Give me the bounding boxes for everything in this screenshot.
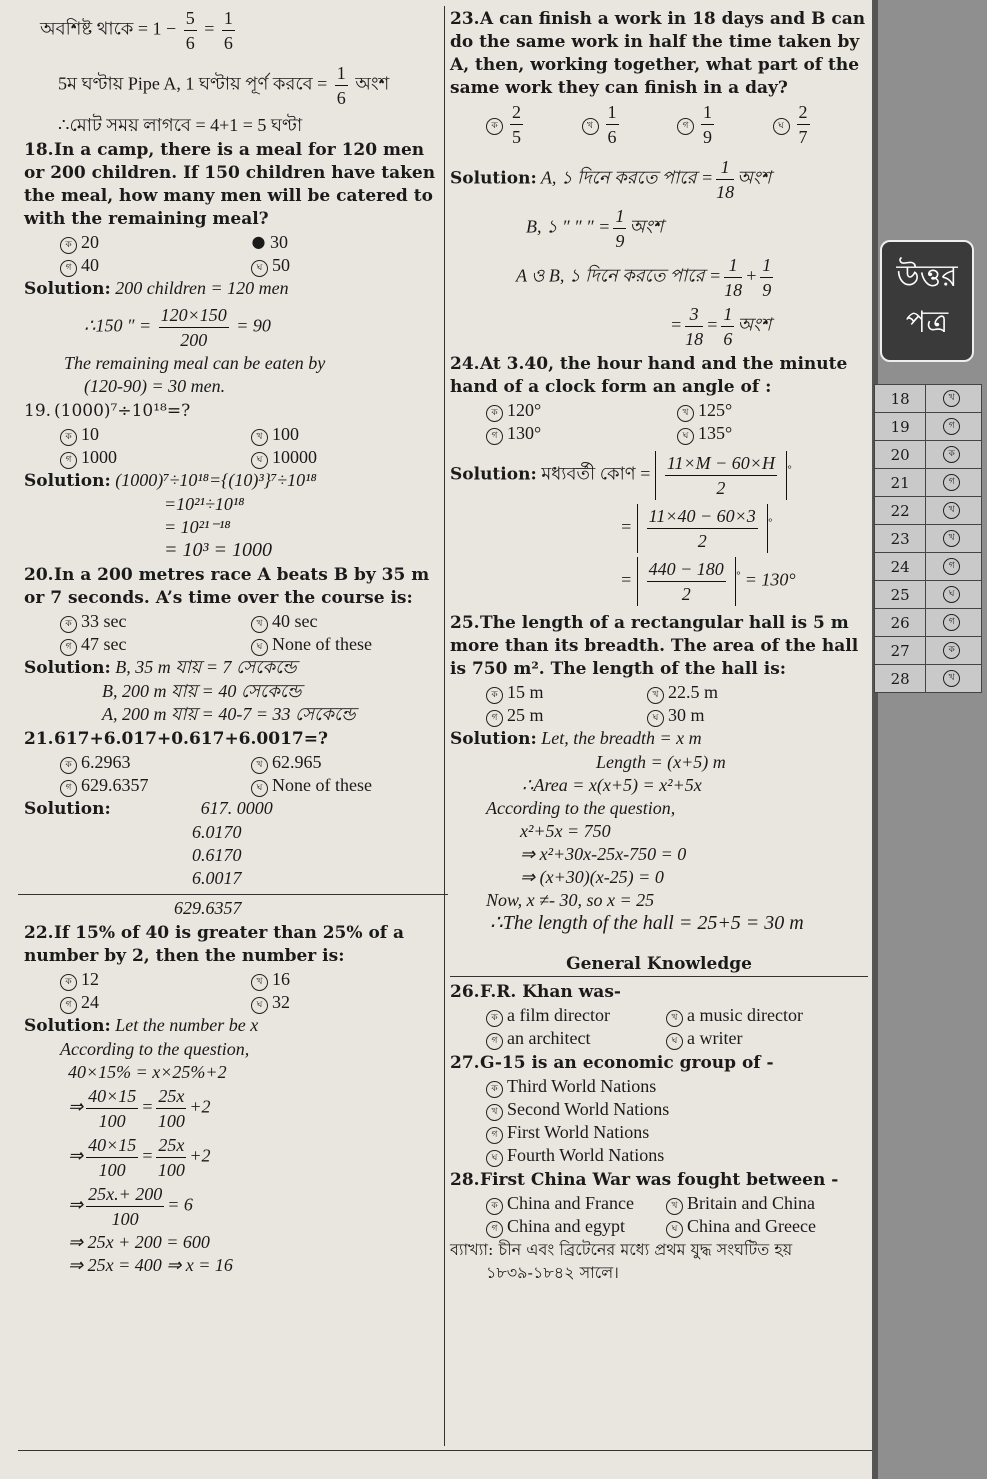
option: ক China and France	[486, 1192, 666, 1215]
answer-row	[875, 525, 982, 553]
question-26: 26.F.R. Khan was-	[450, 982, 621, 1002]
answer-mark: গ	[943, 614, 960, 631]
bottom-rule	[18, 1450, 873, 1451]
option: গ 40	[60, 254, 251, 277]
option: ঘ $\frac{2}{7}$	[773, 100, 869, 149]
answer-option	[926, 469, 982, 497]
answer-mark: ঘ	[943, 586, 960, 603]
option: ক 120°	[486, 399, 677, 422]
answer-question-number: 20	[875, 441, 926, 469]
option: ক 20	[60, 231, 251, 254]
option: খ Second World Nations	[486, 1098, 868, 1121]
option: খ 125°	[677, 399, 868, 422]
question-23-options	[450, 100, 868, 149]
question-21-options	[24, 751, 442, 797]
solution-22: Solution: Let the number be x According to the question, 40×15% = x×25%+2 ⇒ $\frac{40\times 15}{100}$ = $\frac{25x}{100}$ +2 ⇒ $\frac{40\times 15}{100}$ = $\frac{25x}{100}$ +2 ⇒ $\frac{25x.+ 200}{100}$ = 6 ⇒ 25x + 200 = 600 ⇒ 25x = 400 ⇒ x = 16	[24, 1015, 259, 1275]
answer-option	[926, 553, 982, 581]
answer-option	[926, 441, 982, 469]
option: ঘ 32	[251, 991, 442, 1014]
answer-question-number: 26	[875, 609, 926, 637]
question-22: 22.If 15% of 40 is greater than 25% of a number by 2, then the number is:	[24, 923, 405, 966]
question-19-options	[24, 423, 442, 469]
option: খ $\frac{1}{6}$	[582, 100, 678, 149]
option: ক 33 sec	[60, 610, 251, 633]
answer-mark: ক	[943, 642, 960, 659]
option: ক 12	[60, 968, 251, 991]
answer-question-number: 22	[875, 497, 926, 525]
answer-row	[875, 469, 982, 497]
answer-sidebar	[872, 0, 987, 1479]
answer-key-table	[874, 384, 982, 693]
intro-line-2: 5ম ঘণ্টায় Pipe A, 1 ঘণ্টায় পূর্ণ করবে = $\frac{1}{6}$ অংশ	[58, 63, 390, 108]
answer-mark: গ	[943, 474, 960, 491]
option: ঘ 135°	[677, 422, 868, 445]
question-27: 27.G-15 is an economic group of -	[450, 1053, 774, 1073]
question-25: 25.The length of a rectangular hall is 5 m more than its breadth. The area of the hall is 750 m². The length of the hall is:	[450, 613, 859, 679]
answer-option	[926, 581, 982, 609]
intro-line-1: অবশিষ্ট থাকে = 1 − $\frac{5}{6}$ = $\frac{1}{6}$	[40, 8, 233, 53]
question-24: 24.At 3.40, the hour hand and the minute hand of a clock form an angle of :	[450, 354, 848, 397]
answer-row	[875, 553, 982, 581]
answer-mark: গ	[943, 418, 960, 435]
question-21: 21.617+6.017+0.617+6.0017=?	[24, 729, 328, 749]
solution-19: Solution: (1000)⁷÷10¹⁸={(10)³}⁷÷10¹⁸ =10²¹÷10¹⁸ = 10²¹⁻¹⁸ = 10³ = 1000	[24, 470, 317, 561]
question-28-options	[450, 1192, 868, 1238]
intro-line-3: ∴মোট সময় লাগবে = 4+1 = 5 ঘণ্টা	[58, 115, 303, 135]
answer-row	[875, 665, 982, 693]
question-24-options	[450, 399, 868, 445]
answer-row	[875, 441, 982, 469]
answer-mark: খ	[943, 670, 960, 687]
question-23: 23.A can finish a work in 18 days and B can do the same work in half the time taken by A, then, working together, what part of the same work they can finish in a day?	[450, 9, 866, 98]
answer-question-number: 25	[875, 581, 926, 609]
option: গ 25 m	[486, 704, 647, 727]
option: গ 629.6357	[60, 774, 251, 797]
question-18: 18.In a camp, there is a meal for 120 men or 200 children. If 150 children have taken the meal, how many men will be catered to with the remaining meal?	[24, 140, 436, 229]
question-27-options	[450, 1075, 868, 1167]
answer-mark: ক	[943, 446, 960, 463]
question-20: 20.In a 200 metres race A beats B by 35 m or 7 seconds. A’s time over the course is:	[24, 565, 430, 608]
answer-option	[926, 525, 982, 553]
option: গ 130°	[486, 422, 677, 445]
answer-question-number: 27	[875, 637, 926, 665]
answer-row	[875, 413, 982, 441]
option: ক 6.2963	[60, 751, 251, 774]
option: ঘ 10000	[251, 446, 442, 469]
answer-mark: খ	[943, 502, 960, 519]
sidebar-edge	[872, 0, 878, 1479]
answer-mark: গ	[943, 558, 960, 575]
option: গ 24	[60, 991, 251, 1014]
solution-20: Solution: B, 35 m যায় = 7 সেকেন্ডে B, 200 m যায় = 40 সেকেন্ডে A, 200 m যায় = 40-7 = 33 সেকেন্ডে	[24, 657, 356, 724]
option: গ First World Nations	[486, 1121, 868, 1144]
option: ● 30	[251, 232, 288, 252]
answer-mark: খ	[943, 390, 960, 407]
solution-23: Solution: A, ১ দিনে করতে পারে = $\frac{1}{18}$ অংশ B, ১ ″ ″ ″ = $\frac{1}{9}$ অংশ A ও B, ১ দিনে করতে পারে = $\frac{1}{18}$ + $\frac{1}{9}$ = $\frac{3}{18}$ = $\frac{1}{6}$ অংশ	[450, 157, 772, 349]
option: খ 100	[251, 423, 442, 446]
explanation-28: ব্যাখ্যা: চীন এবং ব্রিটেনের মধ্যে প্রথম যুদ্ধ সংঘটিত হয় ১৮৩৯-১৮৪২ সালে।	[450, 1240, 793, 1282]
answer-question-number: 19	[875, 413, 926, 441]
option: খ Britain and China	[666, 1192, 868, 1215]
question-18-options	[24, 231, 442, 277]
answer-option	[926, 413, 982, 441]
right-column	[450, 6, 868, 1284]
option: গ $\frac{1}{9}$	[677, 100, 773, 149]
option: খ 22.5 m	[647, 681, 808, 704]
question-22-options	[24, 968, 442, 1014]
option: গ 1000	[60, 446, 251, 469]
answer-row	[875, 637, 982, 665]
answer-row	[875, 497, 982, 525]
option: খ 16	[251, 968, 442, 991]
option: খ a music director	[666, 1004, 868, 1027]
option: ঘ None of these	[251, 774, 442, 797]
option: ঘ 30 m	[647, 704, 808, 727]
option: গ China and egypt	[486, 1215, 666, 1238]
answer-row	[875, 385, 982, 413]
answer-question-number: 24	[875, 553, 926, 581]
answer-question-number: 21	[875, 469, 926, 497]
solution-21: Solution: 617. 0000 6.0170 0.6170 6.0017 629.6357	[24, 797, 442, 920]
question-26-options	[450, 1004, 868, 1050]
option: ক a film director	[486, 1004, 666, 1027]
solution-18: Solution: 200 children = 120 men ∴150 ″ = $\frac{120\times 150}{200}$ = 90 The remaining meal can be eaten by (120-90) = 30 men.	[24, 278, 326, 396]
question-25-options	[450, 681, 868, 727]
option: ঘ Fourth World Nations	[486, 1144, 868, 1167]
answer-row	[875, 609, 982, 637]
answer-row	[875, 581, 982, 609]
answer-mark: খ	[943, 530, 960, 547]
option: খ 40 sec	[251, 610, 442, 633]
answer-option	[926, 385, 982, 413]
sum-rule	[18, 894, 448, 895]
option: গ an architect	[486, 1027, 666, 1050]
solution-24: Solution: মধ্যবর্তী কোণ = $\frac{11\times M - 60\times H}{2}$ ° = $\frac{11\times 40 - 60\times 3}{2}$ ° = $\frac{440 - 180}{2}$ ° = 130°	[450, 453, 796, 604]
column-divider	[444, 6, 445, 1446]
option: ঘ None of these	[251, 633, 442, 656]
question-19: 19. (1000)⁷÷10¹⁸=?	[24, 401, 191, 421]
answer-question-number: 18	[875, 385, 926, 413]
answer-option	[926, 497, 982, 525]
answer-option	[926, 665, 982, 693]
answer-question-number: 28	[875, 665, 926, 693]
option: ক Third World Nations	[486, 1075, 868, 1098]
option: ঘ China and Greece	[666, 1215, 868, 1238]
answer-option	[926, 637, 982, 665]
question-20-options	[24, 610, 442, 656]
option: ক $\frac{2}{5}$	[486, 100, 582, 149]
answer-option	[926, 609, 982, 637]
answer-sheet-badge: উত্তর পত্র	[880, 240, 974, 362]
question-28: 28.First China War was fought between -	[450, 1170, 839, 1190]
option: গ 47 sec	[60, 633, 251, 656]
option: ঘ 50	[251, 254, 442, 277]
solution-25: Solution: Let, the breadth = x m Length = (x+5) m ∴Area = x(x+5) = x²+5x According to the question, x²+5x = 750 ⇒ x²+30x-25x-750 = 0 ⇒ (x+30)(x-25) = 0 Now, x ≠- 30, so x = 25 ∴The length of the hall = 25+5 = 30 m	[450, 728, 804, 934]
section-heading-gk: General Knowledge	[450, 953, 868, 977]
option: ঘ a writer	[666, 1027, 868, 1050]
answer-question-number: 23	[875, 525, 926, 553]
option: ক 10	[60, 423, 251, 446]
left-column	[24, 6, 442, 1277]
option: ক 15 m	[486, 681, 647, 704]
option: খ 62.965	[251, 751, 442, 774]
